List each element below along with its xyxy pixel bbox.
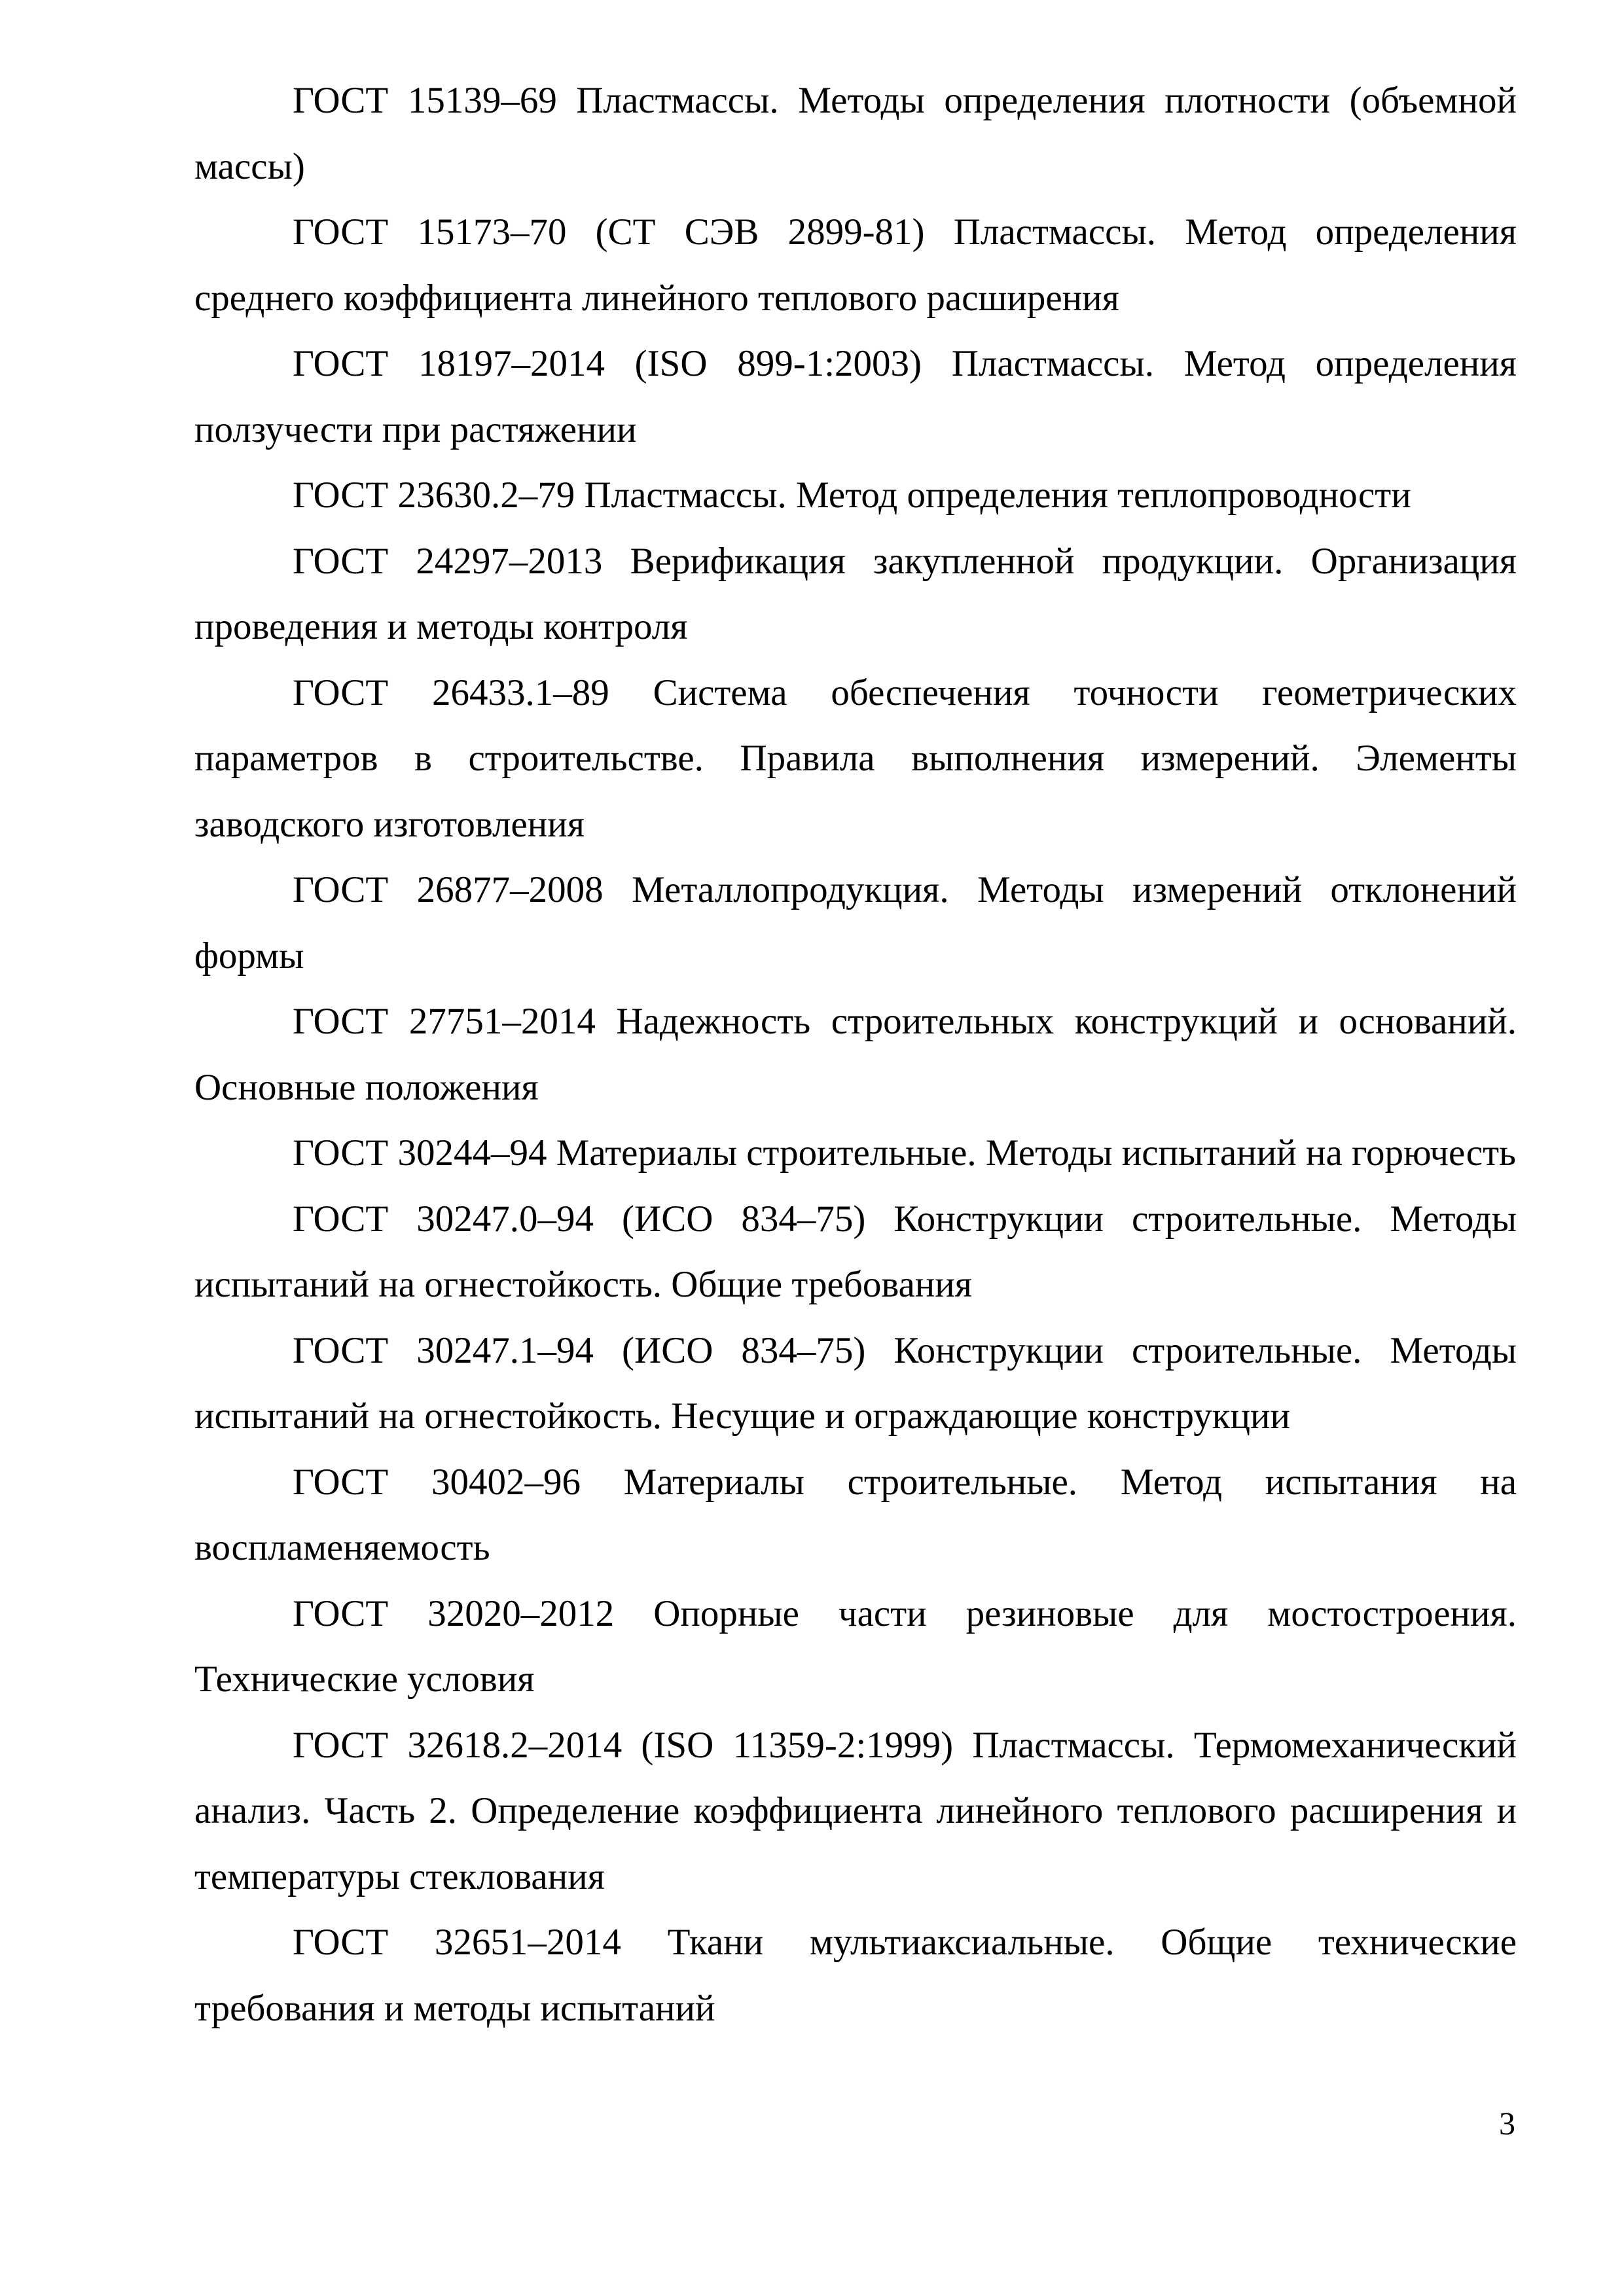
standard-entry: ГОСТ 32651–2014 Ткани мультиаксиальные. Общие технические требования и методы испытаний: [194, 1922, 1517, 2029]
standard-entry: ГОСТ 30247.1–94 (ИСО 834–75) Конструкции строительные. Методы испытаний на огнестойкость. Несущие и ограждающие конструкции: [194, 1329, 1517, 1437]
standard-entry: ГОСТ 18197–2014 (ISO 899-1:2003) Пластмассы. Метод определения ползучести при растяжении: [194, 343, 1517, 450]
standard-entry: ГОСТ 32020–2012 Опорные части резиновые для мостостроения. Технические условия: [194, 1592, 1517, 1700]
standard-entry: ГОСТ 23630.2–79 Пластмассы. Метод определения теплопроводности: [293, 475, 1411, 516]
standards-list: [194, 68, 1517, 2041]
standard-entry: ГОСТ 32618.2–2014 (ISO 11359-2:1999) Пластмассы. Термомеханический анализ. Часть 2. Определение коэффициента линейного теплового расширения и температуры стеклования: [194, 1724, 1517, 1897]
standard-entry: ГОСТ 15173–70 (СТ СЭВ 2899-81) Пластмассы. Метод определения среднего коэффициента линейного теплового расширения: [194, 211, 1517, 319]
standard-entry: ГОСТ 24297–2013 Верификация закупленной продукции. Организация проведения и методы контроля: [194, 540, 1517, 647]
page-number: 3: [1499, 2105, 1515, 2142]
standard-entry: ГОСТ 26433.1–89 Система обеспечения точности геометрических параметров в строительстве. Правила выполнения измерений. Элементы заводского изготовления: [194, 672, 1517, 845]
standard-entry: ГОСТ 30247.0–94 (ИСО 834–75) Конструкции строительные. Методы испытаний на огнестойкость. Общие требования: [194, 1198, 1517, 1305]
standard-entry: ГОСТ 30402–96 Материалы строительные. Метод испытания на воспламеняемость: [194, 1461, 1517, 1568]
standard-entry: ГОСТ 27751–2014 Надежность строительных конструкций и оснований. Основные положения: [194, 1001, 1517, 1108]
standard-entry: ГОСТ 26877–2008 Металлопродукция. Методы измерений отклонений формы: [194, 869, 1517, 977]
standard-entry: ГОСТ 15139–69 Пластмассы. Методы определения плотности (объемной массы): [194, 80, 1517, 187]
standard-entry: ГОСТ 30244–94 Материалы строительные. Методы испытаний на горючесть: [293, 1132, 1516, 1174]
